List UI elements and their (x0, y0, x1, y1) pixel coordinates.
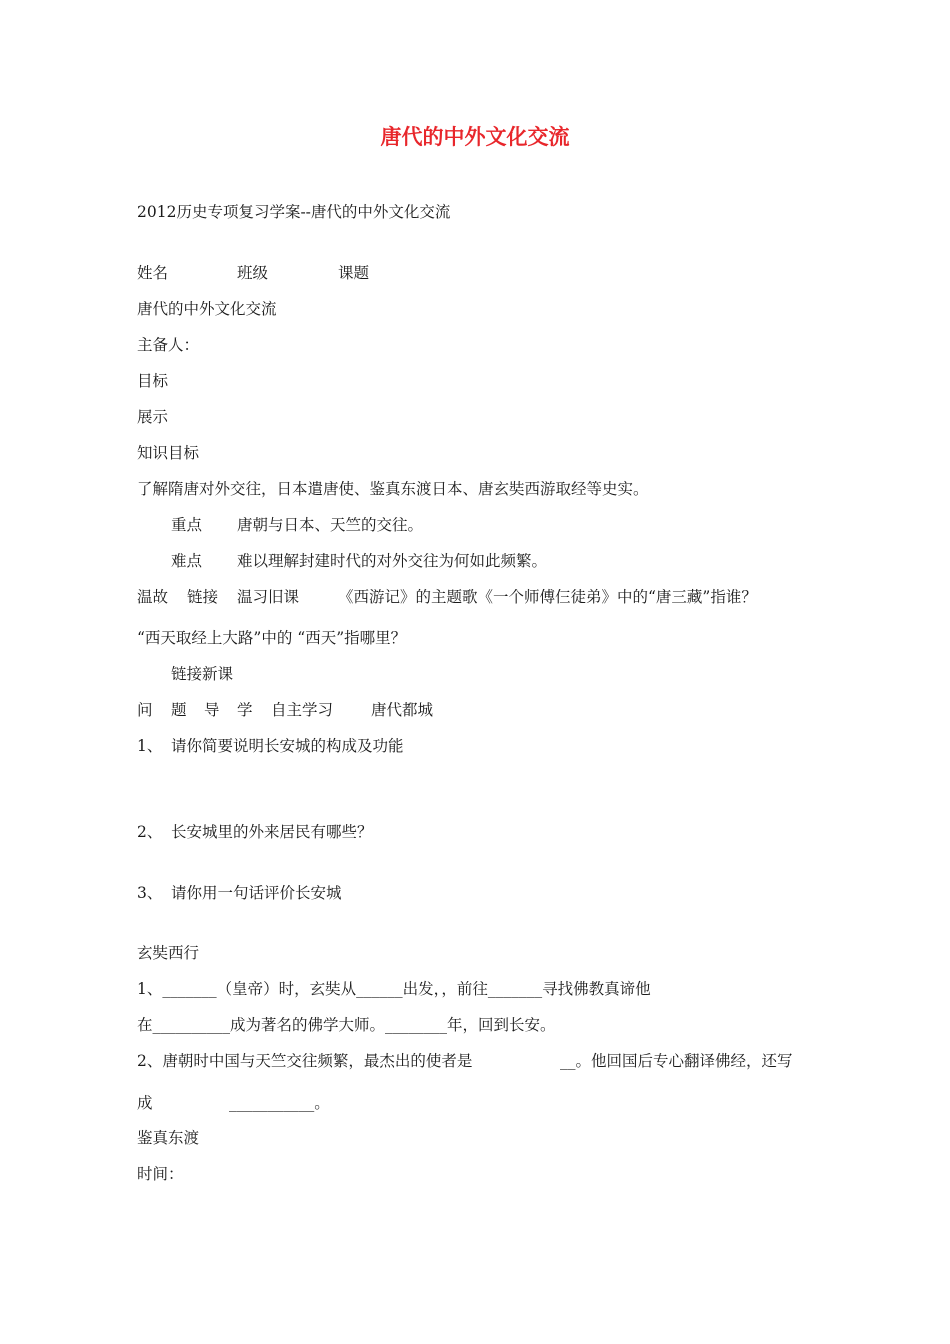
topic-name: 唐代的中外文化交流 (137, 300, 277, 318)
review-label-2: 链接 (187, 588, 219, 606)
preparer-label: 主备人： (137, 336, 200, 354)
difficult-point-text: 难以理解封建时代的对外交往为何如此频繁。 (237, 552, 548, 570)
review-label-1: 温故 (137, 588, 169, 606)
guide-char-1: 问 (137, 701, 153, 719)
question-2-text: 长安城里的外来居民有哪些？ (171, 823, 373, 841)
page-title: 唐代的中外文化交流 (380, 125, 570, 149)
jianzhen-heading: 鉴真东渡 (137, 1129, 200, 1147)
question-2-number: 2、 (137, 823, 163, 841)
xuanzang-line-2: 在__________成为著名的佛学大师。________年，回到长安。 (137, 1016, 556, 1034)
xuanzang-line-3a: 2、唐朝时中国与天竺交往频繁，最杰出的使者是 (137, 1052, 473, 1070)
key-point-text: 唐朝与日本、天竺的交往。 (237, 516, 424, 534)
key-point-label: 重点 (171, 516, 203, 534)
jianzhen-time-label: 时间： (137, 1165, 184, 1183)
review-question: 《西游记》的主题歌《一个师傅仨徒弟》中的“唐三藏”指谁？ (338, 588, 757, 606)
xuanzang-heading: 玄奘西行 (137, 944, 200, 962)
review-label-3: 温习旧课 (237, 588, 300, 606)
xuanzang-line-1: 1、_______（皇帝）时，玄奘从______出发，，前往_______寻找佛教真谛他 (137, 980, 651, 998)
xuanzang-line-4a: 成 (137, 1094, 153, 1112)
self-study-label: 自主学习 (271, 701, 334, 719)
goal-label: 目标 (137, 372, 169, 390)
xuanzang-line-3b: __。他回国后专心翻译佛经，还写 (560, 1052, 793, 1070)
display-label: 展示 (137, 408, 169, 426)
guide-char-4: 学 (237, 701, 253, 719)
field-topic-label: 课题 (338, 264, 370, 282)
new-lesson-label: 链接新课 (171, 665, 234, 683)
question-3-text: 请你用一句话评价长安城 (171, 884, 342, 902)
question-1-number: 1、 (137, 737, 163, 755)
field-name-label: 姓名 (137, 264, 169, 282)
guide-char-2: 题 (171, 701, 187, 719)
difficult-point-label: 难点 (171, 552, 203, 570)
tang-capital-label: 唐代都城 (371, 701, 434, 719)
knowledge-goal-label: 知识目标 (137, 444, 200, 462)
knowledge-goal-text: 了解隋唐对外交往，日本遣唐使、鉴真东渡日本、唐玄奘西游取经等史实。 (137, 480, 649, 498)
question-3-number: 3、 (137, 884, 163, 902)
guide-char-3: 导 (204, 701, 220, 719)
xuanzang-line-4b: ___________。 (229, 1094, 330, 1112)
question-1-text: 请你简要说明长安城的构成及功能 (171, 737, 404, 755)
review-question-2: “西天取经上大路”中的 “西天”指哪里？ (137, 629, 407, 647)
subtitle: 2012历史专项复习学案--唐代的中外文化交流 (137, 203, 451, 221)
field-class-label: 班级 (237, 264, 269, 282)
